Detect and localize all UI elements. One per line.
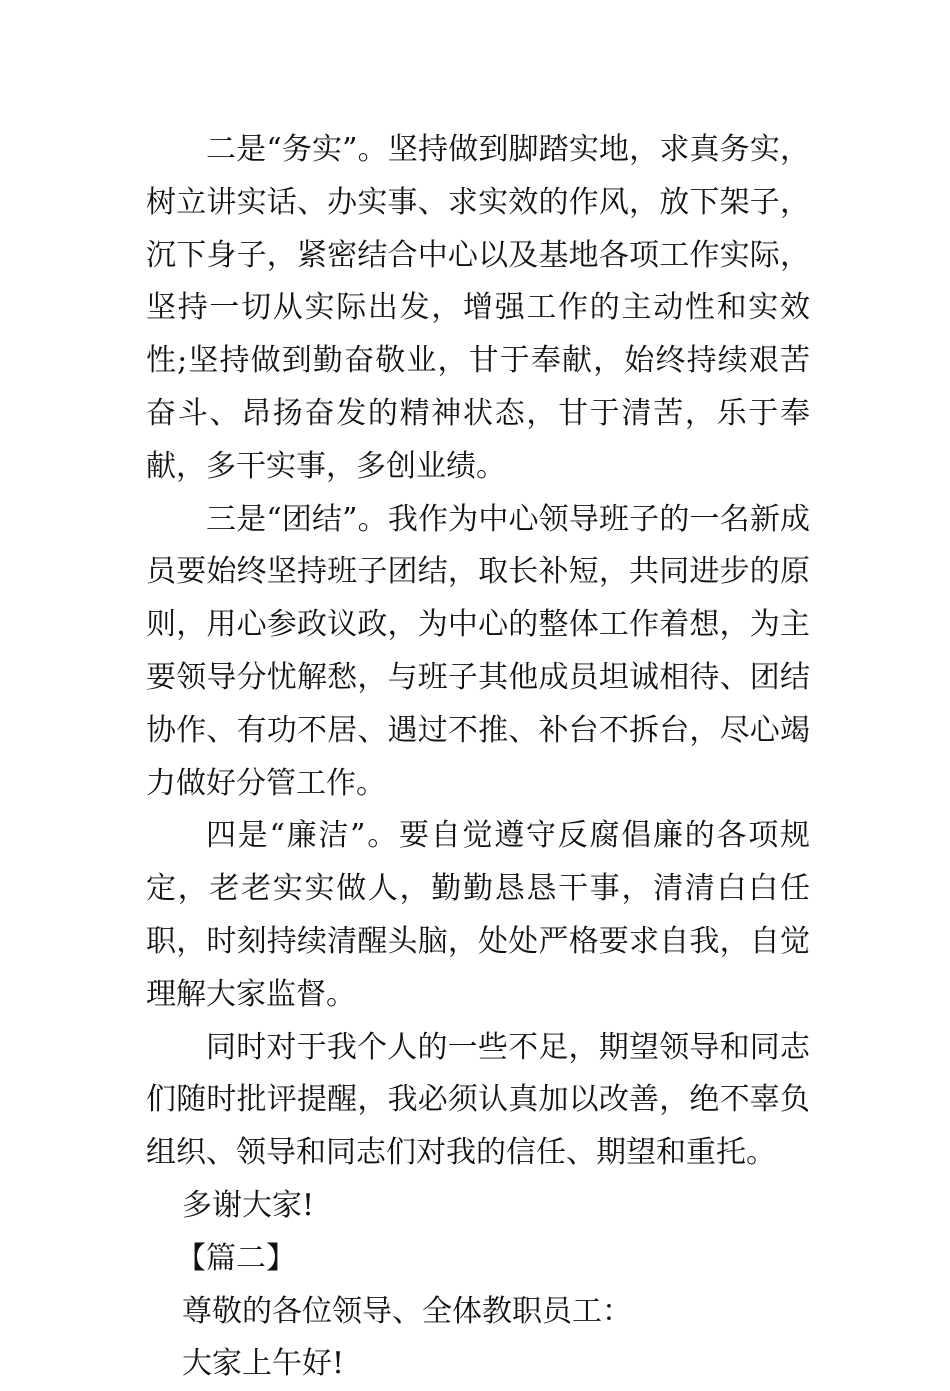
document-body xyxy=(146,124,810,1391)
paragraph-practical: 二是“务实”。坚持做到脚踏实地，求真务实，树立讲实话、办实事、求实效的作风，放下架子，沉下身子，紧密结合中心以及基地各项工作实际，坚持一切从实际出发，增强工作的主动性和实效性;坚持做到勤奋敬业，甘于奉献，始终持续艰苦奋斗、昂扬奋发的精神状态，甘于清苦，乐于奉献，多干实事，多创业绩。 xyxy=(146,132,810,484)
paragraph-thanks: 多谢大家! xyxy=(182,1187,315,1223)
paragraph-greeting: 大家上午好! xyxy=(182,1346,345,1382)
paragraph-shortcomings: 同时对于我个人的一些不足，期望领导和同志们随时批评提醒，我必须认真加以改善，绝不辜负组织、领导和同志们对我的信任、期望和重托。 xyxy=(146,1029,810,1171)
paragraph-unity: 三是“团结”。我作为中心领导班子的一名新成员要始终坚持班子团结，取长补短，共同进步的原则，用心参政议政，为中心的整体工作着想，为主要领导分忧解愁，与班子其他成员坦诚相待、团结协作、有功不居、遇过不推、补台不拆台，尽心竭力做好分管工作。 xyxy=(146,501,810,801)
paragraph-salutation: 尊敬的各位领导、全体教职员工： xyxy=(182,1293,632,1329)
paragraph-integrity: 四是“廉洁”。要自觉遵守反腐倡廉的各项规定，老老实实做人，勤勤恳恳干事，清清白白任职，时刻持续清醒头脑，处处严格要求自我，自觉理解大家监督。 xyxy=(146,818,810,1012)
section-heading-part-two: 【篇二】 xyxy=(176,1240,296,1276)
